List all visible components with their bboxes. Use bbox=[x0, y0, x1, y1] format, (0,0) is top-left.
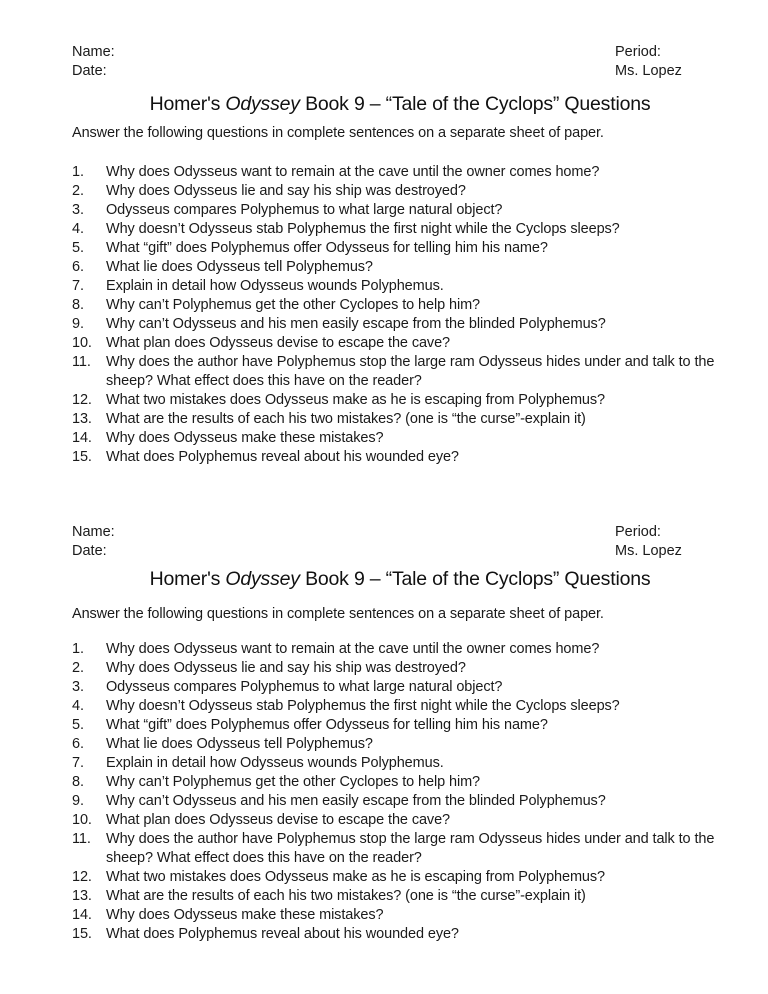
question-text: What “gift” does Polyphemus offer Odysseus for telling him his name? bbox=[106, 717, 548, 733]
question-item bbox=[72, 182, 722, 201]
question-number: 8. bbox=[72, 774, 84, 790]
question-item bbox=[72, 391, 722, 410]
question-text: What two mistakes does Odysseus make as he is escaping from Polyphemus? bbox=[106, 869, 606, 885]
worksheet-title bbox=[16, 566, 768, 592]
period-label: Period: bbox=[615, 524, 661, 540]
title-suffix: Book 9 – “Tale of the Cyclops” Questions bbox=[299, 568, 651, 590]
question-item bbox=[72, 716, 722, 735]
question-item bbox=[72, 659, 722, 678]
question-item bbox=[72, 201, 722, 220]
question-item bbox=[72, 754, 722, 773]
period-label: Period: bbox=[615, 44, 661, 60]
question-item bbox=[72, 410, 722, 429]
question-item bbox=[72, 277, 722, 296]
question-item bbox=[72, 678, 722, 697]
question-text: Why does the author have Polyphemus stop the large ram Odysseus hides under and talk to the sheep? What effect does this have on the reader? bbox=[106, 831, 715, 866]
question-text: Why does Odysseus make these mistakes? bbox=[106, 907, 384, 923]
question-number: 4. bbox=[72, 698, 84, 714]
question-text: What plan does Odysseus devise to escape the cave? bbox=[106, 812, 451, 828]
question-item bbox=[72, 163, 722, 182]
question-number: 11. bbox=[72, 354, 91, 370]
question-number: 10. bbox=[72, 335, 92, 351]
question-text: Why does the author have Polyphemus stop the large ram Odysseus hides under and talk to the sheep? What effect does this have on the reader? bbox=[106, 354, 715, 389]
question-number: 3. bbox=[72, 679, 84, 695]
question-number: 6. bbox=[72, 736, 84, 752]
question-number: 11. bbox=[72, 831, 91, 847]
question-text: Explain in detail how Odysseus wounds Polyphemus. bbox=[106, 755, 444, 771]
header-row-1 bbox=[0, 523, 768, 542]
question-item bbox=[72, 811, 722, 830]
question-item bbox=[72, 296, 722, 315]
question-number: 1. bbox=[72, 641, 84, 657]
question-number: 5. bbox=[72, 717, 84, 733]
question-number: 7. bbox=[72, 755, 84, 771]
question-text: Odysseus compares Polyphemus to what large natural object? bbox=[106, 202, 503, 218]
header-row-2 bbox=[0, 542, 768, 561]
question-number: 6. bbox=[72, 259, 84, 275]
instructions: Answer the following questions in complete sentences on a separate sheet of paper. bbox=[72, 125, 604, 141]
question-item bbox=[72, 334, 722, 353]
worksheet-copy-2 bbox=[0, 523, 768, 942]
question-number: 13. bbox=[72, 888, 92, 904]
question-number: 12. bbox=[72, 869, 92, 885]
title-prefix: Homer's bbox=[149, 568, 226, 590]
question-number: 14. bbox=[72, 430, 92, 446]
question-text: What are the results of each his two mistakes? (one is “the curse”-explain it) bbox=[106, 888, 586, 904]
header-row-2 bbox=[0, 62, 768, 81]
question-number: 9. bbox=[72, 793, 84, 809]
teacher-name: Ms. Lopez bbox=[615, 543, 682, 559]
question-number: 2. bbox=[72, 660, 84, 676]
question-number: 2. bbox=[72, 183, 84, 199]
title-prefix: Homer's bbox=[149, 93, 226, 115]
question-number: 13. bbox=[72, 411, 92, 427]
question-text: Why can’t Polyphemus get the other Cyclopes to help him? bbox=[106, 297, 481, 313]
question-number: 1. bbox=[72, 164, 84, 180]
question-text: Why does Odysseus want to remain at the cave until the owner comes home? bbox=[106, 641, 600, 657]
instructions: Answer the following questions in complete sentences on a separate sheet of paper. bbox=[72, 606, 604, 622]
worksheet-copy-1 bbox=[0, 43, 768, 465]
name-label: Name: bbox=[72, 44, 115, 60]
question-number: 10. bbox=[72, 812, 92, 828]
question-text: Why can’t Odysseus and his men easily escape from the blinded Polyphemus? bbox=[106, 316, 606, 332]
question-number: 3. bbox=[72, 202, 84, 218]
question-text: What are the results of each his two mistakes? (one is “the curse”-explain it) bbox=[106, 411, 586, 427]
question-text: What lie does Odysseus tell Polyphemus? bbox=[106, 736, 373, 752]
header-row-1 bbox=[0, 43, 768, 62]
question-text: What plan does Odysseus devise to escape the cave? bbox=[106, 335, 451, 351]
question-text: Explain in detail how Odysseus wounds Polyphemus. bbox=[106, 278, 444, 294]
question-text: What “gift” does Polyphemus offer Odysseus for telling him his name? bbox=[106, 240, 548, 256]
question-item bbox=[72, 448, 722, 467]
question-text: What does Polyphemus reveal about his wounded eye? bbox=[106, 926, 459, 942]
title-italic-odyssey: Odyssey bbox=[225, 93, 300, 115]
question-number: 15. bbox=[72, 926, 92, 942]
question-number: 7. bbox=[72, 278, 84, 294]
question-item bbox=[72, 925, 722, 944]
question-item bbox=[72, 429, 722, 448]
date-label: Date: bbox=[72, 543, 107, 559]
question-number: 5. bbox=[72, 240, 84, 256]
question-text: What lie does Odysseus tell Polyphemus? bbox=[106, 259, 373, 275]
question-text: Why does Odysseus want to remain at the cave until the owner comes home? bbox=[106, 164, 600, 180]
worksheet-title bbox=[16, 91, 768, 117]
question-number: 8. bbox=[72, 297, 84, 313]
question-list bbox=[72, 163, 722, 467]
question-text: Why does Odysseus make these mistakes? bbox=[106, 430, 384, 446]
question-item bbox=[72, 792, 722, 811]
question-text: Why doesn’t Odysseus stab Polyphemus the first night while the Cyclops sleeps? bbox=[106, 221, 620, 237]
question-item bbox=[72, 830, 722, 868]
question-item bbox=[72, 906, 722, 925]
question-text: Why does Odysseus lie and say his ship was destroyed? bbox=[106, 660, 466, 676]
question-item bbox=[72, 239, 722, 258]
question-item bbox=[72, 887, 722, 906]
question-text: Why can’t Polyphemus get the other Cyclopes to help him? bbox=[106, 774, 481, 790]
question-item bbox=[72, 220, 722, 239]
question-item bbox=[72, 353, 722, 391]
question-item bbox=[72, 640, 722, 659]
question-number: 12. bbox=[72, 392, 92, 408]
question-text: What does Polyphemus reveal about his wounded eye? bbox=[106, 449, 459, 465]
date-label: Date: bbox=[72, 63, 107, 79]
name-label: Name: bbox=[72, 524, 115, 540]
title-italic-odyssey: Odyssey bbox=[225, 568, 300, 590]
question-list bbox=[72, 640, 722, 944]
teacher-name: Ms. Lopez bbox=[615, 63, 682, 79]
question-item bbox=[72, 735, 722, 754]
question-text: Why can’t Odysseus and his men easily escape from the blinded Polyphemus? bbox=[106, 793, 606, 809]
question-item bbox=[72, 773, 722, 792]
title-suffix: Book 9 – “Tale of the Cyclops” Questions bbox=[299, 93, 651, 115]
question-number: 9. bbox=[72, 316, 84, 332]
question-text: Why doesn’t Odysseus stab Polyphemus the first night while the Cyclops sleeps? bbox=[106, 698, 620, 714]
question-number: 14. bbox=[72, 907, 92, 923]
question-number: 4. bbox=[72, 221, 84, 237]
question-item bbox=[72, 868, 722, 887]
question-number: 15. bbox=[72, 449, 92, 465]
question-item bbox=[72, 258, 722, 277]
question-item bbox=[72, 697, 722, 716]
question-item bbox=[72, 315, 722, 334]
question-text: What two mistakes does Odysseus make as he is escaping from Polyphemus? bbox=[106, 392, 606, 408]
question-text: Odysseus compares Polyphemus to what large natural object? bbox=[106, 679, 503, 695]
question-text: Why does Odysseus lie and say his ship was destroyed? bbox=[106, 183, 466, 199]
